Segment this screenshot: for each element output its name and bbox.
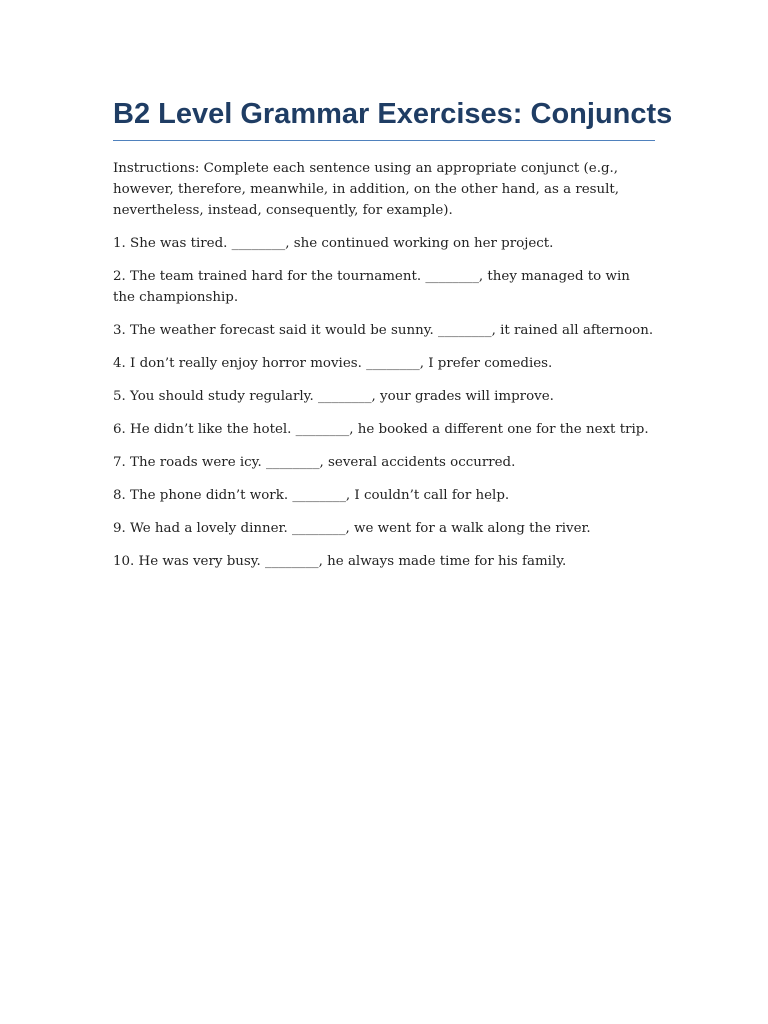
exercise-item-6: 6. He didn’t like the hotel. ________, he booked a different one for the next trip. (113, 422, 649, 437)
exercise-item-7: 7. The roads were icy. ________, several accidents occurred. (113, 455, 516, 470)
exercise-item-2: 2. The team trained hard for the tournament. ________, they managed to win the championship. (113, 269, 630, 305)
instructions-paragraph: Instructions: Complete each sentence using an appropriate conjunct (e.g., however, therefore, meanwhile, in addition, on the other hand, as a result, nevertheless, instead, consequently, for example). (113, 161, 620, 218)
exercise-item-9: 9. We had a lovely dinner. ________, we went for a walk along the river. (113, 521, 591, 536)
exercise-list (113, 233, 655, 572)
exercise-item-5: 5. You should study regularly. ________, your grades will improve. (113, 389, 554, 404)
exercise-item-10: 10. He was very busy. ________, he always made time for his family. (113, 554, 567, 569)
exercise-item-3: 3. The weather forecast said it would be sunny. ________, it rained all afternoon. (113, 323, 654, 338)
document-content (113, 92, 673, 572)
exercise-item-4: 4. I don’t really enjoy horror movies. ________, I prefer comedies. (113, 356, 553, 371)
document-title: B2 Level Grammar Exercises: Conjuncts (113, 92, 655, 141)
exercise-item-1: 1. She was tired. ________, she continued working on her project. (113, 236, 554, 251)
exercise-item-8: 8. The phone didn’t work. ________, I couldn’t call for help. (113, 488, 510, 503)
